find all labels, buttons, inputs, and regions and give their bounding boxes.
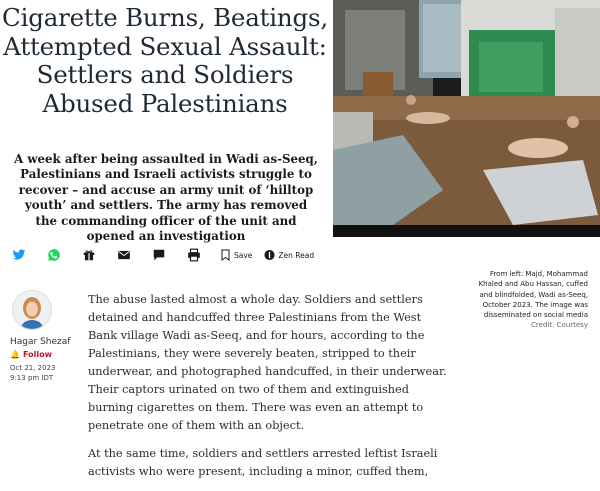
publish-date: Oct 21, 2023 9:13 pm IDT (10, 364, 56, 382)
article-body (88, 291, 448, 491)
author-name[interactable]: Hagar Shezaf (10, 337, 71, 347)
bookmark-icon (220, 249, 231, 261)
author-photo (13, 291, 51, 329)
gift-article-button[interactable] (80, 246, 98, 264)
email-share-button[interactable] (115, 246, 133, 264)
comment-icon (152, 248, 166, 262)
print-button[interactable] (185, 246, 203, 264)
image-credit: Credit: Courtesy (531, 321, 588, 330)
print-icon (187, 248, 201, 262)
article-paragraph: The abuse lasted almost a whole day. Soldiers and settlers detained and handcuffed three Palestinians from the West Bank village Wadi as-Seeq, and for hours, according to the Palestinians, they were severely beaten, stripped to their underwear, and photographed handcuffed, in their underwear. Their captors urinated on two of them and extinguished burning cigarettes on them. There was even an attempt to penetrate one of them with an object. (88, 293, 447, 432)
zen-read-label: Zen Read (278, 250, 315, 260)
follow-label: Follow (22, 350, 52, 359)
article-subheadline: A week after being assaulted in Wadi as-Seeq, Palestinians and Israeli activists struggle to recover – and accuse an army unit of ‘hilltop youth’ and settlers. The army has removed the commanding officer of the unit and opened an investigation (14, 152, 318, 244)
image-caption-text: From left: Majd, Mohammad Khaled and Abu Hassan, cuffed and blindfolded, Wadi as-Seeq, October 2023. The image was disseminated on social media (478, 270, 588, 320)
whatsapp-icon (47, 248, 61, 262)
article-hero-image (333, 0, 600, 237)
zen-read-button[interactable] (264, 249, 314, 261)
twitter-share-button[interactable] (10, 246, 28, 264)
avatar[interactable] (12, 290, 52, 330)
follow-author-button[interactable] (10, 350, 80, 359)
whatsapp-share-button[interactable] (45, 246, 63, 264)
author-block (10, 290, 80, 383)
save-button[interactable] (220, 249, 252, 261)
gift-icon (82, 248, 96, 262)
email-icon (117, 248, 131, 262)
hero-photo (333, 0, 600, 237)
bell-icon: 🔔 (10, 350, 20, 359)
image-caption (476, 269, 588, 331)
comments-button[interactable] (150, 246, 168, 264)
article-headline: Cigarette Burns, Beatings, Attempted Sexual Assault: Settlers and Soldiers Abused Palestinians (2, 3, 328, 118)
twitter-icon (12, 248, 26, 262)
zen-read-icon (264, 249, 275, 261)
article-paragraph: At the same time, soldiers and settlers arrested leftist Israeli activists who were present, including a minor, cuffed them, (88, 447, 438, 478)
save-label: Save (234, 250, 253, 260)
share-toolbar (10, 246, 326, 264)
